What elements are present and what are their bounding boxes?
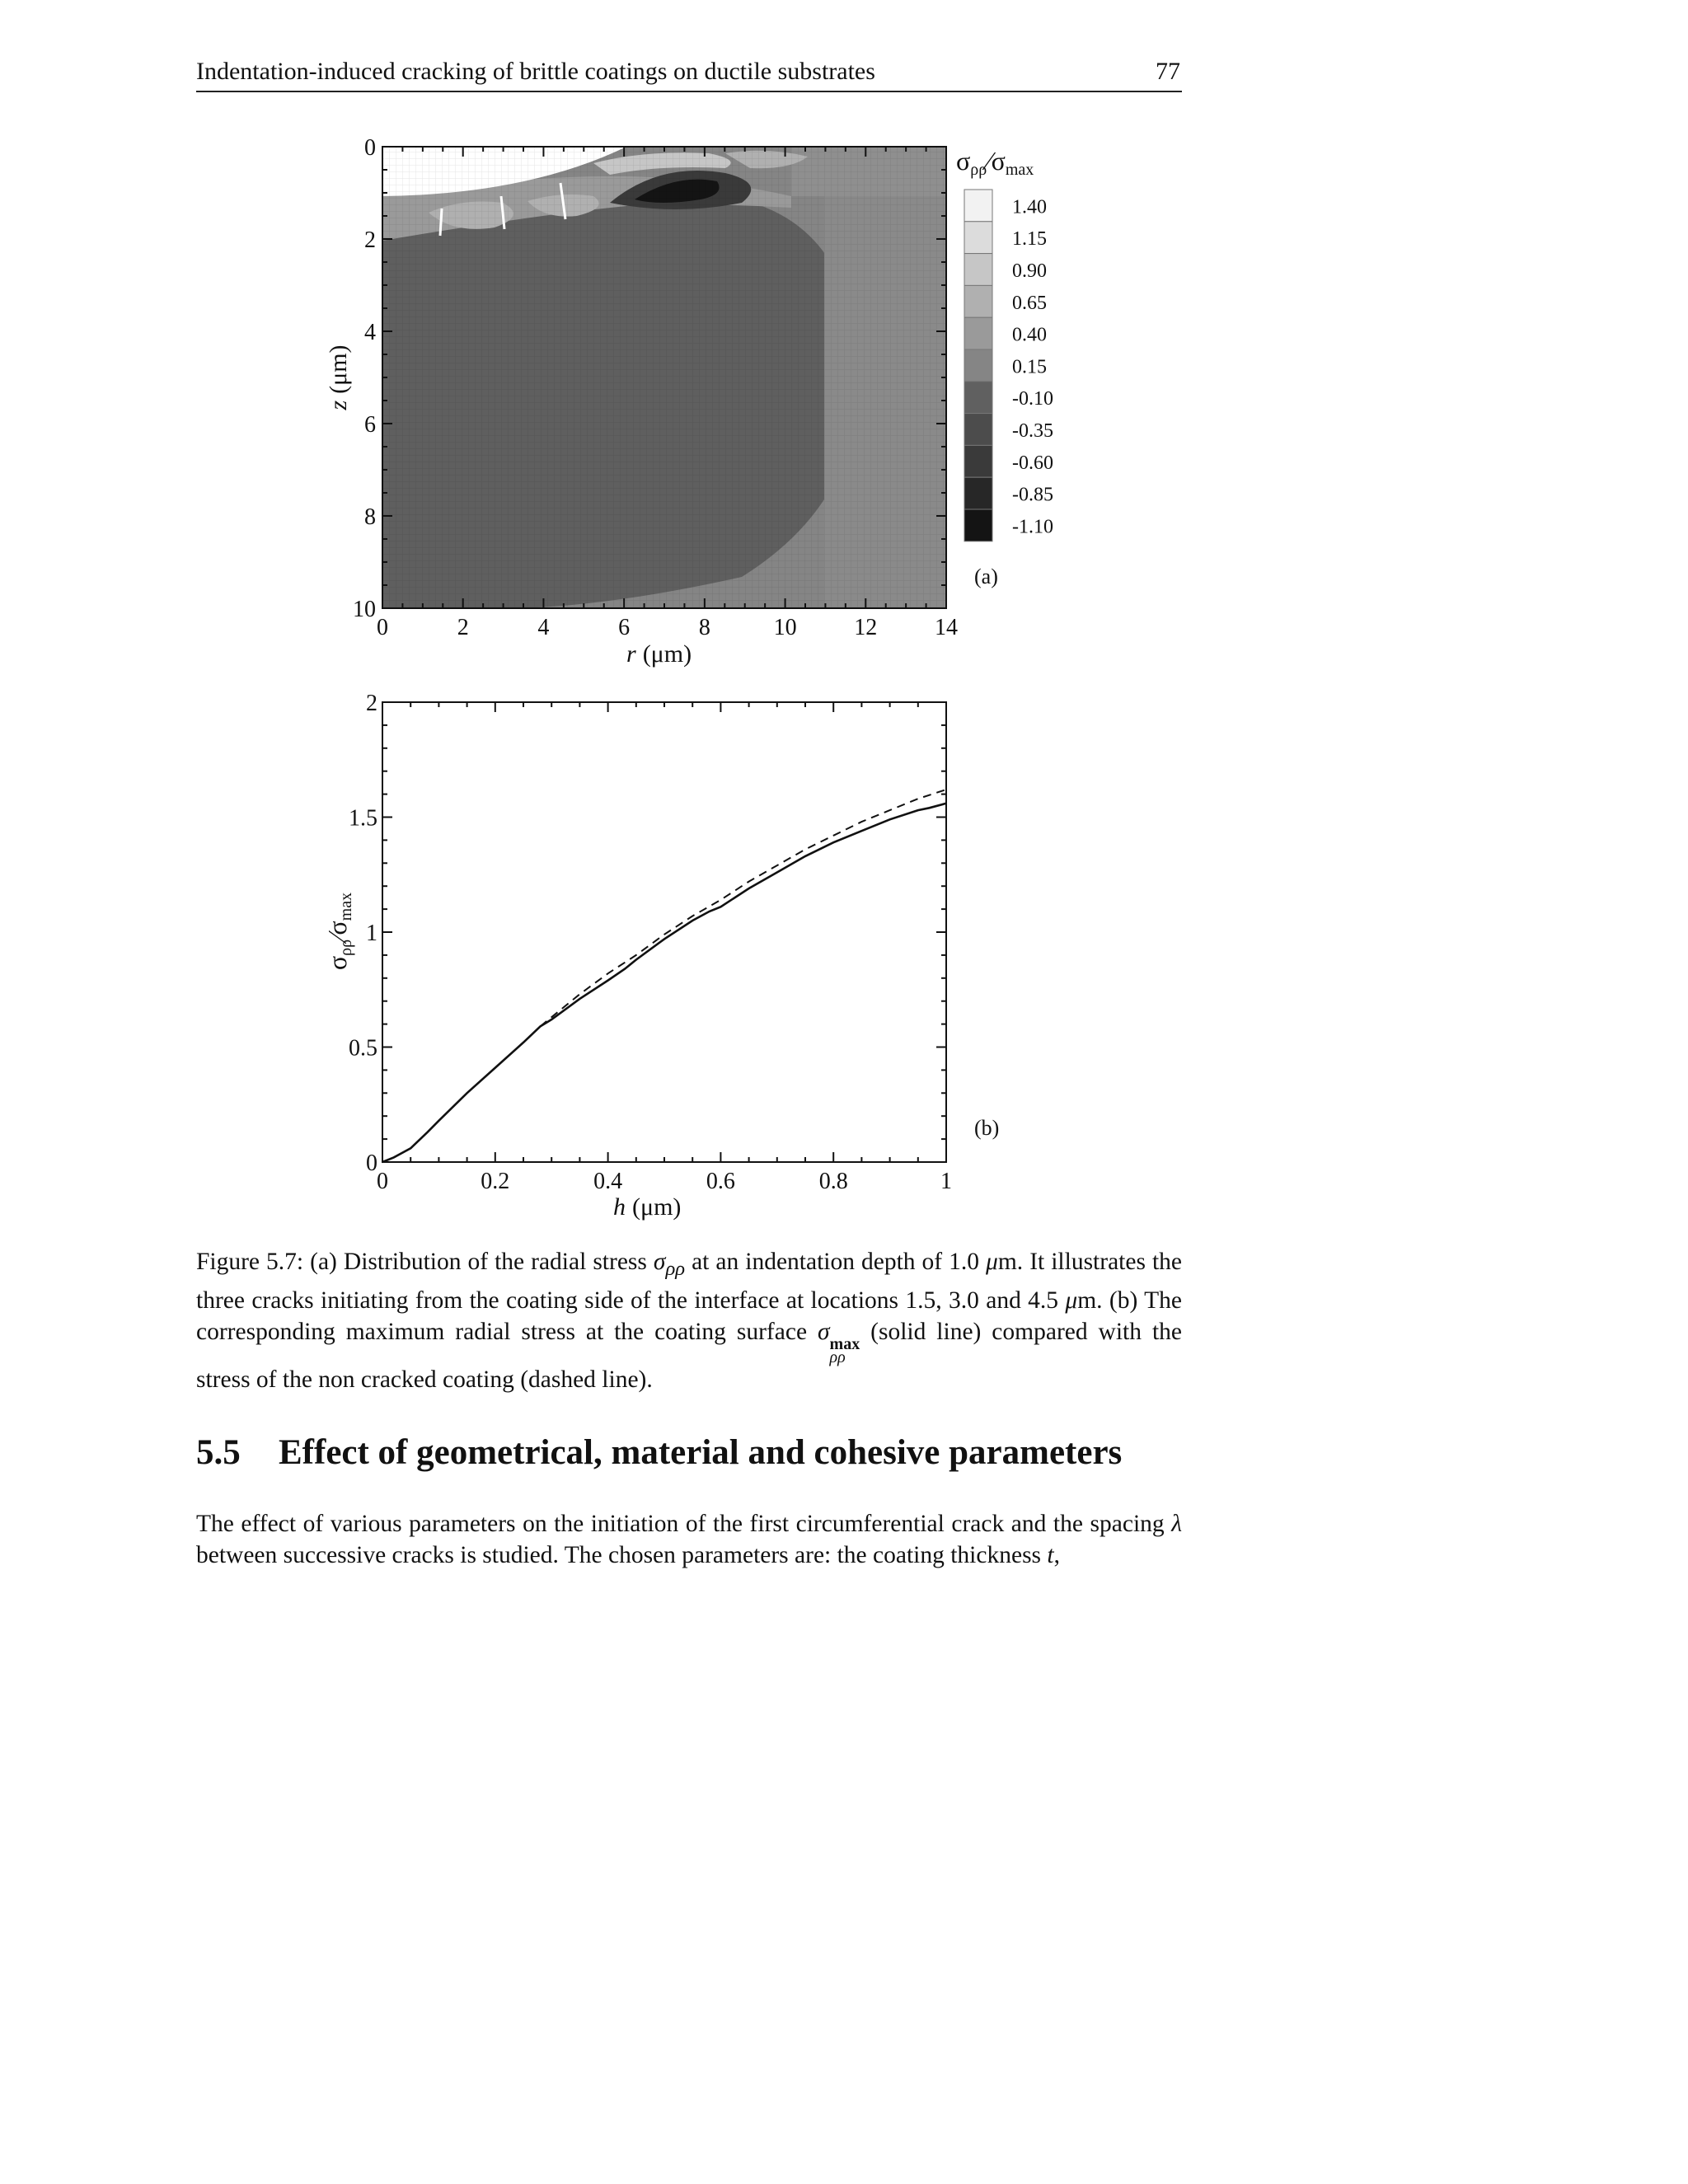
caption-text: (solid line) compared with the stress of the non cracked coating (dashed line). [196, 1318, 1182, 1393]
contour-x-tick-label: 8 [698, 615, 710, 640]
legend-level-label: -0.10 [1012, 388, 1053, 410]
caption-unit: μ [1065, 1286, 1078, 1314]
caption-unit: μ [986, 1249, 998, 1275]
body-text: The effect of various parameters on the initiation of the first circumferential crack and the spacing [196, 1511, 1172, 1537]
line-chart-x-tick-label: 0.2 [481, 1169, 510, 1194]
figure-a-contour-plot [0, 0, 1688, 684]
section-heading [196, 1432, 1122, 1473]
legend-level-label: 0.40 [1012, 324, 1047, 346]
caption-symbol: σ [653, 1249, 666, 1275]
contour-x-tick-label: 6 [618, 615, 631, 640]
contour-y-tick-label: 4 [364, 320, 376, 345]
contour-y-tick-label: 2 [364, 227, 376, 253]
legend-swatch [964, 445, 992, 477]
figure-b-line-chart [0, 684, 1688, 1244]
line-chart-y-tick-label: 2 [366, 691, 377, 716]
page-number: 77 [1156, 58, 1180, 85]
contour-y-tick-label: 10 [353, 597, 376, 622]
caption-superscript: max [829, 1334, 860, 1353]
caption-symbol: σ [817, 1318, 830, 1345]
panel-label-a: (a) [974, 565, 998, 588]
section-number: 5.5 [196, 1433, 241, 1472]
caption-subscript: ρρ [829, 1347, 846, 1366]
body-text: between successive cracks is studied. The chosen parameters are: the coating thickness [196, 1542, 1048, 1568]
line-chart-x-tick-label: 0.6 [706, 1169, 735, 1194]
line-chart-x-tick-label: 0.8 [818, 1169, 848, 1194]
line-chart-y-tick-label: 1.5 [349, 805, 377, 832]
legend-swatch [964, 190, 992, 222]
contour-field [382, 147, 946, 608]
contour-y-tick-label: 8 [364, 504, 376, 530]
caption-subscript: ρρ [665, 1257, 686, 1280]
legend-level-label: 1.15 [1012, 228, 1047, 251]
body-text: , [1053, 1542, 1060, 1568]
line-chart-y-axis-label: σρρ⁄σmax [322, 892, 355, 971]
legend-level-label: 0.90 [1012, 260, 1047, 282]
legend-swatch [964, 414, 992, 446]
line-chart-x-axis-label: h (μm) [613, 1193, 682, 1221]
line-chart-x-tick-label: 0.4 [593, 1169, 623, 1194]
legend-level-label: 1.40 [1012, 196, 1047, 218]
line-chart-x-tick-label: 0 [377, 1169, 388, 1194]
legend-swatch [964, 317, 992, 349]
legend-swatch [964, 509, 992, 541]
contour-x-axis-label: r (μm) [626, 640, 692, 668]
contour-x-tick-label: 14 [935, 615, 958, 640]
contour-y-axis-label: z(μm) [325, 344, 352, 410]
contour-y-tick-label: 6 [364, 412, 376, 438]
legend-level-label: 0.65 [1012, 292, 1047, 314]
contour-x-tick-label: 0 [377, 615, 388, 640]
legend-level-label: -0.85 [1012, 484, 1053, 506]
legend-title: σρρ⁄σmax [956, 146, 1034, 179]
contour-x-tick-label: 2 [457, 615, 469, 640]
legend-swatch [964, 382, 992, 414]
legend-swatch [964, 477, 992, 509]
body-paragraph [196, 1508, 1182, 1571]
contour-y-tick-label: 0 [364, 135, 376, 161]
running-header-title: Indentation-induced cracking of brittle coatings on ductile substrates [196, 58, 875, 85]
caption-text: m. (b) The corresponding maximum radial stress at the coating surface [196, 1286, 1182, 1345]
section-title: Effect of geometrical, material and cohesive parameters [279, 1433, 1123, 1472]
legend-level-label: -1.10 [1012, 516, 1053, 538]
caption-text: m. It illustrates the three cracks initiating from the coating side of the interface at locations 1.5, 3.0 and 4.5 [196, 1249, 1182, 1314]
body-symbol: λ [1171, 1511, 1182, 1537]
legend-level-label: -0.60 [1012, 452, 1053, 474]
line-chart-x-tick-label: 1 [940, 1169, 952, 1194]
legend-level-label: 0.15 [1012, 356, 1047, 378]
line-chart-y-tick-label: 0 [366, 1151, 377, 1176]
line-chart-y-tick-label: 0.5 [349, 1035, 377, 1062]
caption-text: Figure 5.7: (a) Distribution of the radial stress [196, 1249, 654, 1275]
legend-swatch [964, 349, 992, 382]
contour-x-tick-label: 4 [537, 615, 550, 640]
panel-label-b: (b) [974, 1116, 1000, 1140]
caption-text: at an indentation depth of 1.0 [685, 1249, 987, 1275]
contour-x-tick-label: 10 [773, 615, 797, 640]
legend-swatch [964, 222, 992, 254]
body-symbol: t [1047, 1542, 1054, 1568]
contour-x-tick-label: 12 [854, 615, 878, 640]
line-chart-y-tick-label: 1 [366, 921, 377, 946]
legend-level-label: -0.35 [1012, 420, 1053, 442]
figure-caption [196, 1246, 1182, 1395]
legend-swatch [964, 285, 992, 317]
legend-swatch [964, 254, 992, 286]
